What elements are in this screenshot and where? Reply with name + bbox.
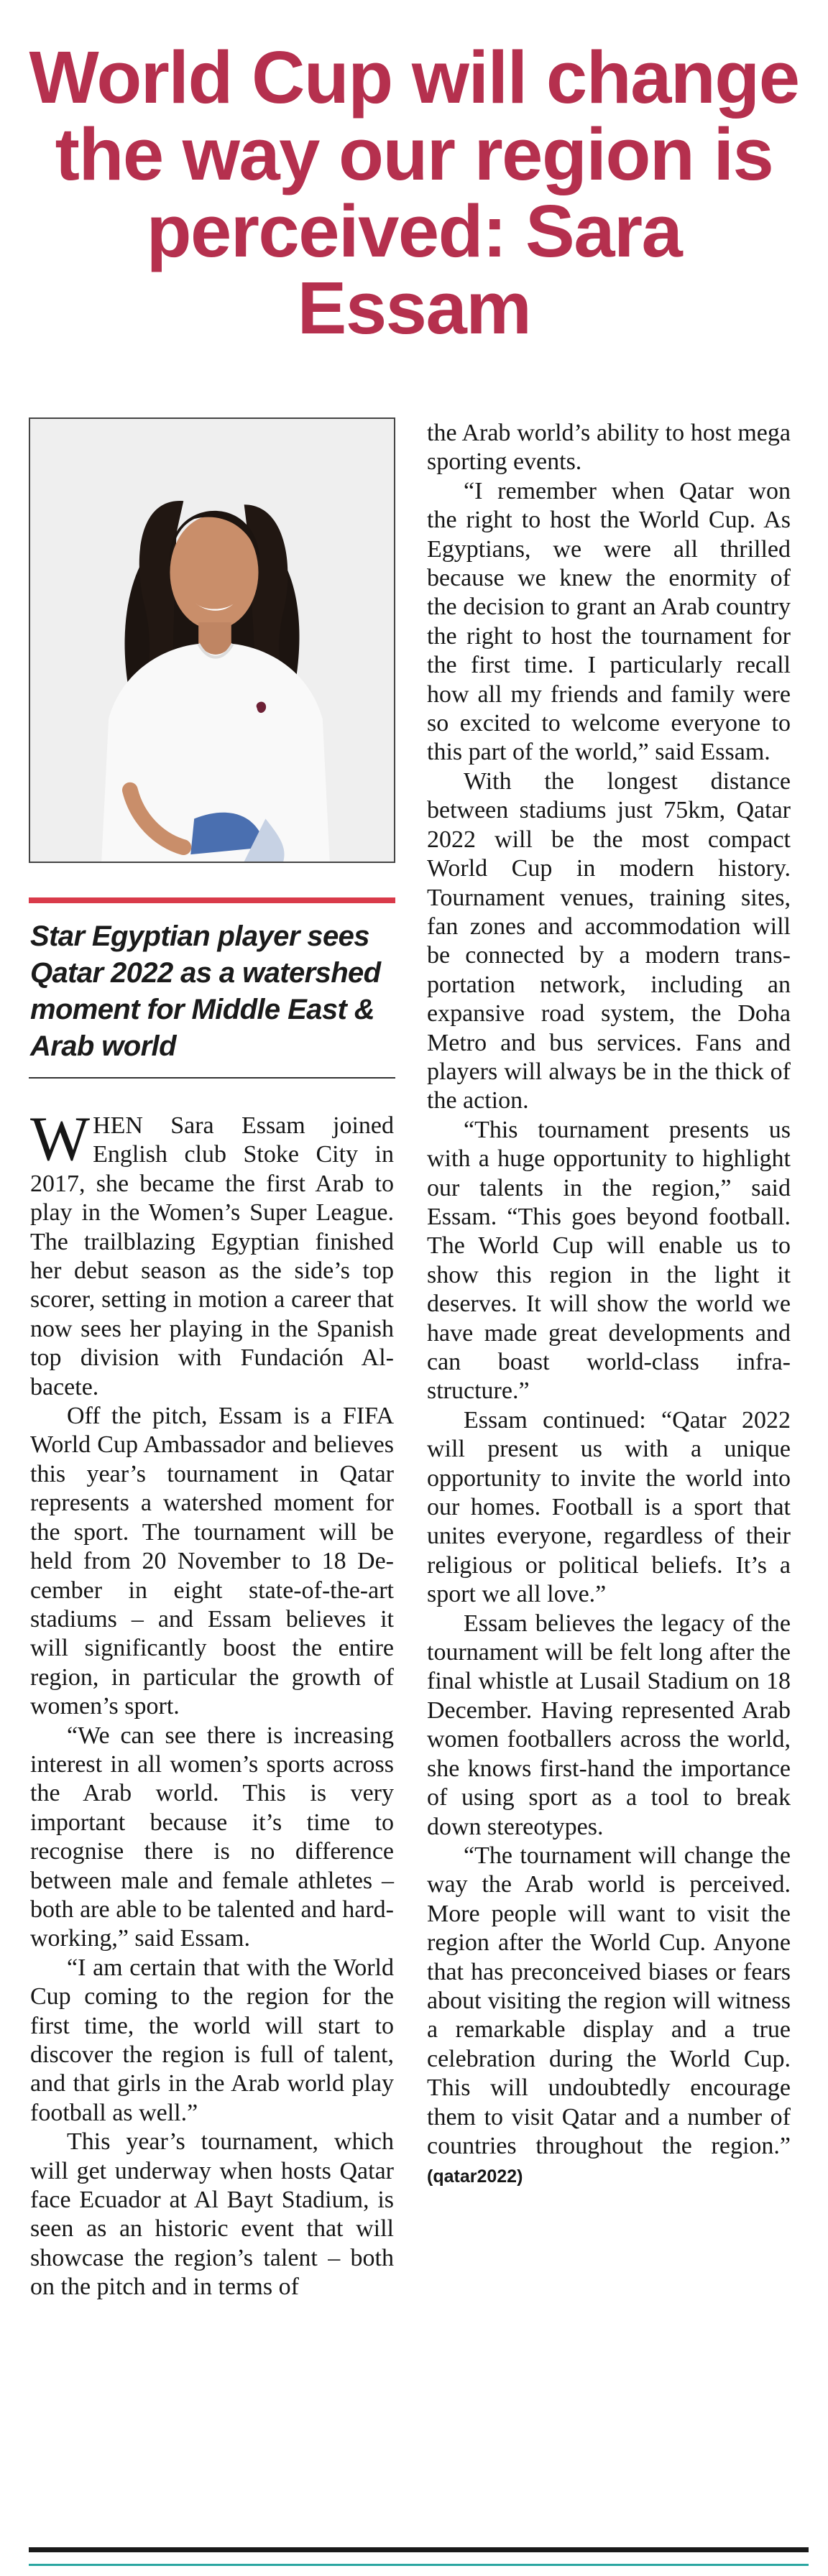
paragraph-3: “We can see there is increasing interest in all women’s sports across the Arab world. This is very important because it’s time to recognise there is no difference between male and female athletes – both are able to be talented and hard-working,” said Essam. <box>30 1722 394 1952</box>
paragraph-10: Essam believes the legacy of the tournament will be felt long after the final whistle at Lusail Stadium on 18 December. Having represented Arab women footballers across the world, she knows first-hand the importance of using sport as a tool to break down stereotypes. <box>427 1610 791 1840</box>
footer-rule <box>29 2547 809 2552</box>
footer-accent-line <box>29 2564 809 2566</box>
paragraph-11 <box>427 1842 791 2192</box>
paragraph-5: This year’s tournament, which will get underway when hosts Qatar face Ecuador at Al Bayt Stadium, is seen as an historic event that will showcase the region’s talent – both on the pitch and in terms of <box>30 2128 394 2301</box>
subheadline: Star Egyptian player sees Qatar 2022 as a watershed moment for Middle East & Arab world <box>30 920 381 1062</box>
dropcap: W <box>30 1104 91 1174</box>
paragraph-11-text: “The tournament will change the way the Arab world is perceived. More people will want to visit the region after the World Cup. Anyone that has preconceived biases or fears about visiting the region will witness a remarkable display and a true celebration during the World Cup. This will undoubtedly encourage them to visit Qatar and a number of countries throughout the region.” <box>427 1842 791 2159</box>
headline: World Cup will change the way our region is perceived: Sara Essam <box>29 36 799 349</box>
paragraph-1-text: HEN Sara Essam joined English club Stoke City in 2017, she became the first Arab to play in the Women’s Super League. The trailblazing Egyptian finished her debut season as the side’s top scorer, setting in motion a career that now sees her playing in the Spanish top division with Fundación Albacete. <box>30 1112 394 1400</box>
paragraph-4: “I am certain that with the World Cup coming to the region for the first time, the world will start to discover the region is full of talent, and that girls in the Arab world play football as well.” <box>30 1954 394 2126</box>
paragraph-8: “This tournament presents us with a huge opportunity to highlight our talents in the region,” said Essam. “This goes beyond football. The World Cup will enable us to show this region in the light it deserves. It will show the world we have made great developments and can boast world-class infrastructure.” <box>427 1116 791 1405</box>
paragraph-2: Off the pitch, Essam is a FIFA World Cup Ambassador and believes this year’s tournament in Qatar represents a watershed moment for the sport. The tournament will be held from 20 November to 18 December in eight state-of-the-art stadiums – and Essam believes it will significantly boost the entire region, in particular the growth of women’s sport. <box>30 1403 394 1720</box>
paragraph-9: Essam continued: “Qatar 2022 will present us with a unique opportunity to invite the world into our homes. Football is a sport that unites everyone, regardless of their religious or political beliefs. It’s a sport we all love.” <box>427 1406 791 1608</box>
article-column-right <box>427 419 791 2192</box>
source-credit: (qatar2022) <box>427 2166 523 2187</box>
portrait-photo <box>29 417 395 863</box>
accent-rule <box>29 897 395 903</box>
paragraph-5-continued: the Arab world’s ability to host mega sporting events. <box>427 420 791 476</box>
paragraph-6: “I remember when Qatar won the right to host the World Cup. As Egyptians, we were all thrilled because we knew the enormity of the decision to grant an Arab country the right to host the tournament for the first time. I particularly recall how all my friends and family were so excited to welcome everyone to this part of the world,” said Essam. <box>427 477 791 766</box>
paragraph-1 <box>30 1104 394 1402</box>
article-column-left <box>30 1104 394 2302</box>
divider <box>29 1077 395 1079</box>
paragraph-7: With the longest distance between stadiums just 75km, Qatar 2022 will be the most compact World Cup in modern history. Tournament venues, training sites, fan zones and accommodation will be connected by a modern transportation network, including an expansive road system, the Doha Metro and bus services. Fans and players will always be in the thick of the action. <box>427 767 791 1114</box>
